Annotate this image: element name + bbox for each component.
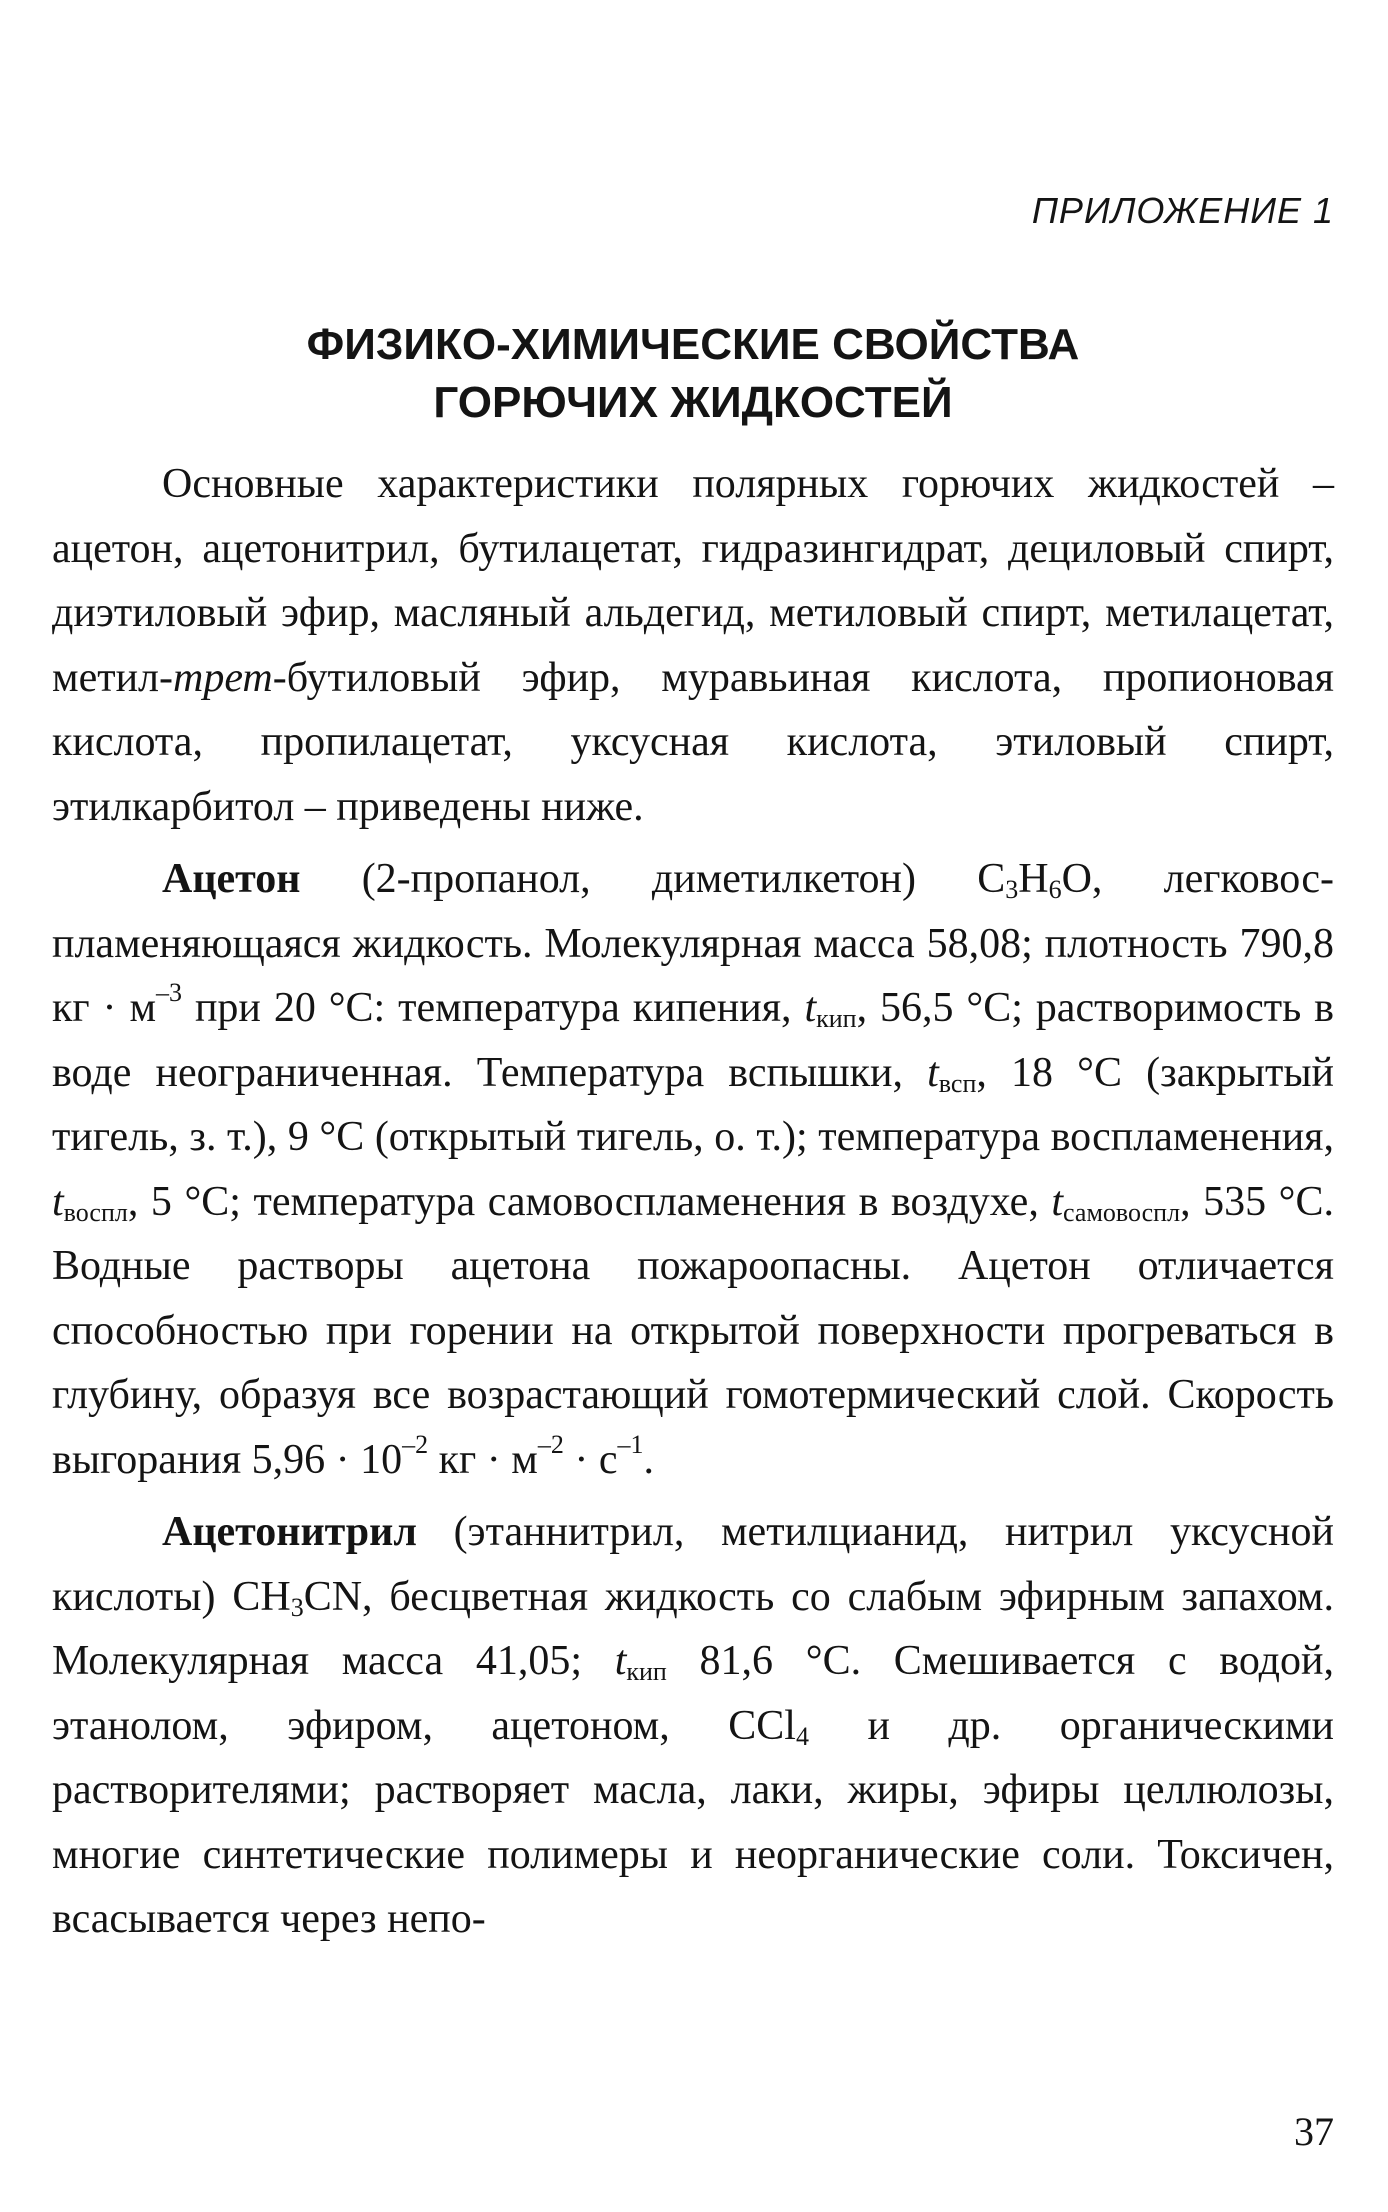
- acetone-paragraph: Ацетон (2-пропанол, диметилкетон) $C_3H_6O$, легковоспламеняющаяся жидкость. Молекулярная масса 58,08; плотность 790,8 кг · $м^{-3}$ при 20 °C: температура кипения, $t_{кип}$, 56,5 °C; растворимость в воде неограниченная. Температура вспышки, $t_{всп}$, 18 °C (закрытый тигель, з. т.), 9 °C (открытый тигель, о. т.); температура воспламенения, $t_{воспл}$, 5 °C; температура самовоспламенения в воздухе, $t_{самовоспл}$, 535 °C. Водные растворы ацетона пожароопасны. Ацетон отличается способностью при горении на открытой поверхности прогреваться в глубину, образуя все возрастающий гомотермический слой. Скорость выгорания $5,96 \cdot 10^{-2}$ кг · $м^{-2} \cdot с^{-1}$.: [52, 856, 1335, 1483]
- section-title: [52, 316, 1334, 432]
- page-number: 37: [1294, 2109, 1334, 2154]
- appendix-label: ПРИЛОЖЕНИЕ 1: [1031, 190, 1334, 231]
- section-title-line-2: ГОРЮЧИХ ЖИДКОСТЕЙ: [433, 378, 953, 427]
- acetonitrile-paragraph: Ацетонитрил (этаннитрил, метилцианид, нитрил уксусной кислоты) $CH_3CN$, бесцветная жидкость со слабым эфирным запахом. Молекулярная масса 41,05; $t_{кип}$ 81,6 °C. Смешивается с водой, этанолом, эфиром, ацетоном, CCl$_4$ и др. органическими растворителями; растворяет масла, лаки, жиры, эфиры целлюлозы, многие синтетические полимеры и неорганические соли. Токсичен, всасывается через непо-: [52, 1509, 1334, 1942]
- intro-paragraph: Основные характеристики полярных горючих жидкостей – ацетон, ацетонитрил, бутилацетат, гидразингидрат, дециловый спирт, диэтиловый эфир, масляный альдегид, метиловый спирт, метилацетат, метил-трет-бутиловый эфир, муравьиная кислота, пропионовая кислота, пропилацетат, уксусная кислота, этиловый спирт, этилкарбитол – приведены ниже.: [52, 461, 1334, 830]
- italic-prefix: трет: [173, 654, 273, 701]
- term-acetone: Ацетон: [162, 856, 301, 902]
- term-acetonitrile: Ацетонитрил: [162, 1509, 417, 1555]
- section-title-line-1: ФИЗИКО-ХИМИЧЕСКИЕ СВОЙСТВА: [306, 320, 1080, 369]
